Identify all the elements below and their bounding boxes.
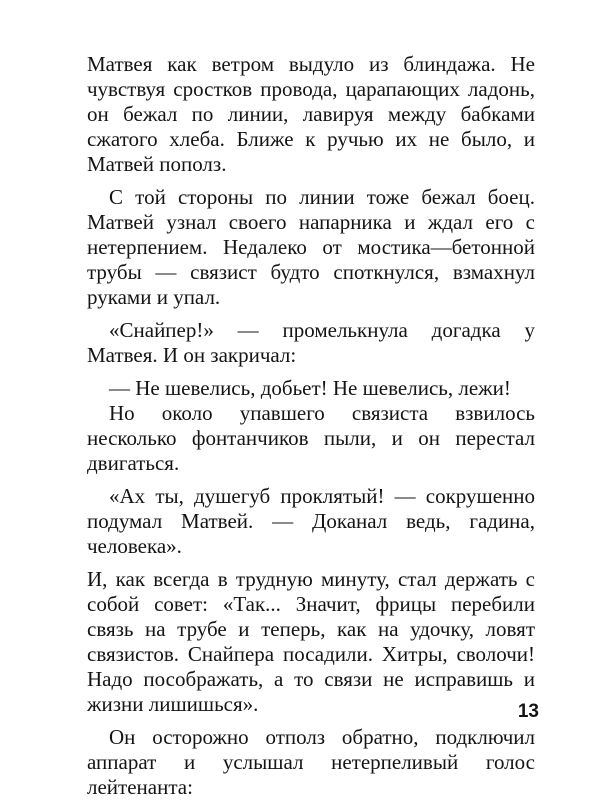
paragraph-5: Но около упавшего связиста взвилось несколько фонтанчиков пыли, и он перестал двигаться. xyxy=(87,401,535,475)
paragraph-3: «Снайпер!» — промелькнула догадка у Матвея. И он закричал: xyxy=(87,318,535,367)
paragraph-8: Он осторожно отполз обратно, подключил аппарат и услышал нетерпеливый голос лейтенанта: xyxy=(87,725,535,799)
paragraph-4: — Не шевелись, добьет! Не шевелись, лежи! xyxy=(109,376,511,400)
paragraph-2: С той стороны по линии тоже бежал боец. Матвей узнал своего напарника и ждал его с нетерпением. Недалеко от мостика—бетонной трубы — связист будто споткнулся, взмахнул руками и упал. xyxy=(87,185,535,309)
paragraph-6: «Ах ты, душегуб проклятый! — сокрушенно подумал Матвей. — Доканал ведь, гадина, человека». xyxy=(87,484,535,558)
paragraph-1: Матвея как ветром выдуло из блиндажа. Не чувствуя сростков провода, царапающих ладонь, он бежал по линии, лавируя между бабками сжатого хлеба. Ближе к ручью их не было, и Матвей пополз. xyxy=(87,52,535,176)
page-number: 13 xyxy=(517,701,539,722)
paragraph-7: И, как всегда в трудную минуту, стал держать с собой совет: «Так... Значит, фрицы перебили связь на трубе и теперь, как на удочку, ловят связистов. Снайпера посадили. Хитры, сволочи! Надо посображать, а то связи не исправишь и жизни лишишься». xyxy=(87,567,535,716)
